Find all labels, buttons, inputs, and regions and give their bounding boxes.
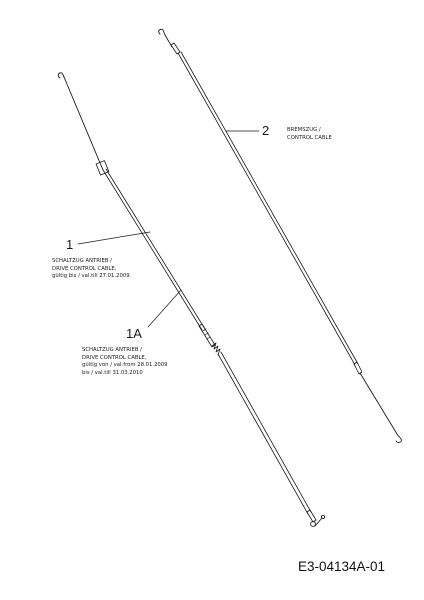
part-note-1-line-1: SCHALTZUG ANTRIEB / — [52, 258, 112, 264]
drawing-number: E3-04134A-01 — [298, 559, 386, 574]
part-note-1a-line-1: SCHALTZUG ANTRIEB / — [82, 347, 142, 353]
part-note-1a-line-2: DRIVE CONTROL CABLE, — [82, 354, 147, 361]
part-note-2-line-2: CONTROL CABLE — [287, 134, 332, 141]
part-note-1-line-3: gültig bis / val.till 27.01.2009 — [52, 273, 130, 280]
cable-spring — [212, 343, 220, 355]
part-note-1a-line-4: bis / val.till 31.03.2010 — [82, 369, 143, 376]
part-note-2-line-1: BREMSZUG / — [287, 127, 321, 133]
drive-control-cable — [58, 73, 324, 527]
part-note-1a-line-3: gültig von / val.from 28.01.2009 — [82, 362, 168, 369]
part-note-1-line-2: DRIVE CONTROL CABLE, — [52, 265, 117, 272]
callout-1a: 1A — [126, 326, 142, 341]
part-note-2 — [287, 127, 332, 142]
brake-control-cable — [159, 29, 402, 442]
part-note-1 — [52, 258, 130, 281]
callout-1: 1 — [66, 237, 74, 252]
cable-adjuster — [199, 324, 215, 347]
callout-2: 2 — [262, 123, 270, 138]
part-note-1a — [82, 347, 168, 377]
